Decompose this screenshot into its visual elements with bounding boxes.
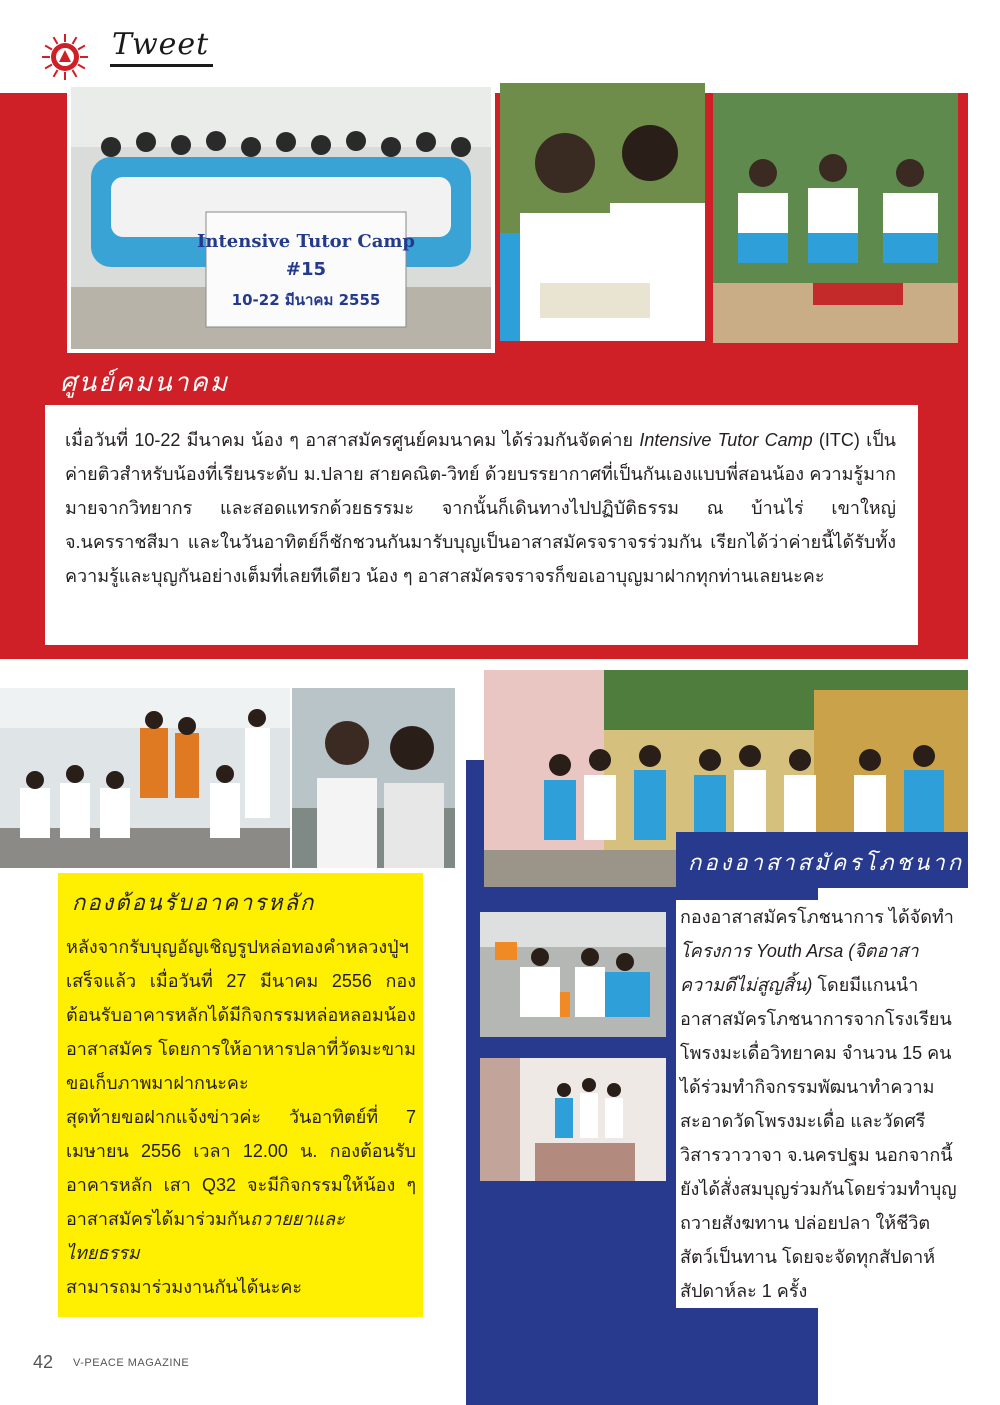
temple-stairs-photo — [480, 1058, 666, 1181]
monks-volunteers-photo — [0, 688, 290, 868]
section2-text-italic: ถวายยาและไทยธรรม — [66, 1209, 345, 1263]
brand-title: Tweet — [110, 28, 213, 67]
boys-selfie-photo — [292, 688, 455, 868]
section1-text-italic: Intensive Tutor Camp — [639, 430, 813, 450]
banner-line1: Intensive Tutor Camp — [196, 231, 416, 252]
camp-group-photo — [67, 83, 495, 353]
magazine-name: V-PEACE MAGAZINE — [73, 1357, 190, 1369]
section1-text-b: (ITC) เป็นค่ายติวสำหรับน้องที่เรียนระดับ ม.ปลาย สายคณิต-วิทย์ ด้วยบรรยากาศที่เป็นกันเองแบบพี่สอนน้อง ความรู้มากมายจากวิทยากร และสอดแทรกด้วยธรรมะ จากนั้นก็เดินทางไปปฏิบัติธรรม ณ บ้านไร่ เขาใหญ่ จ.นครราชสีมา และในวันอาทิตย์ก็ชักชวนกันมารับบุญเป็นอาสาสมัครจราจรร่วมกัน เรียกได้ว่าค่ายนี้ได้รับทั้งความรู้และบุญกันอย่างเต็มที่เลยทีเดียว น้อง ๆ อาสาสมัครจราจรก็ขอเอาบุญมาฝากทุกท่านเลยนะคะ — [65, 430, 896, 586]
section3-paragraph — [680, 900, 958, 1308]
banner-line3: 10-22 มีนาคม 2555 — [231, 291, 381, 309]
students-reading-photo — [500, 83, 705, 341]
meditation-photo — [713, 93, 958, 343]
banner-line2: #15 — [285, 259, 327, 280]
page-number: 42 — [33, 1352, 54, 1372]
section2-text-b: สุดท้ายขอฝากแจ้งข่าวค่ะ วันอาทิตย์ที่ 7 เมษายน 2556 เวลา 12.00 น. กองต้อนรับอาคารหลัก เสา Q32 จะมีกิจกรรมให้น้อง ๆ อาสาสมัครได้มาร่วมกัน — [66, 1107, 416, 1229]
sun-emblem-icon — [40, 32, 90, 82]
section2-paragraph — [66, 930, 416, 1304]
section2-text-c: สามารถมาร่วมงานกันได้นะคะ — [66, 1277, 303, 1297]
section3-text-b: โดยมีแกนนำอาสาสมัครโภชนาการจากโรงเรียนโพรงมะเดื่อวิทยาคม จำนวน 15 คน ได้ร่วมทำกิจกรรมพัฒนาทำความสะอาดวัดโพรงมะเดื่อ และวัดศรีวิสารวาวาจา จ.นครปฐม นอกจากนี้ยังได้สั่งสมบุญร่วมกันโดยร่วมทำบุญถวายสังฆทาน ปล่อยปลา ให้ชีวิตสัตว์เป็นทาน โดยจะจัดทุกสัปดาห์ สัปดาห์ละ 1 ครั้ง — [680, 975, 957, 1301]
section3-title: กองอาสาสมัครโภชนาการ — [688, 851, 995, 876]
buckets-volunteers-photo — [480, 912, 666, 1037]
section1-textbox — [45, 405, 918, 645]
section2-title: กองต้อนรับอาคารหลัก — [72, 891, 316, 916]
section1-paragraph — [65, 423, 896, 593]
section2-text-a: หลังจากรับบุญอัญเชิญรูปหล่อทองคำหลวงปู่ฯ เสร็จแล้ว เมื่อวันที่ 27 มีนาคม 2556 กองต้อนรับอาคารหลักได้มีกิจกรรมหล่อหลอมน้องอาสาสมัคร โดยการให้อาหารปลาที่วัดมะขาม ขอเก็บภาพมาฝากนะคะ — [66, 937, 416, 1093]
section3-text-a: กองอาสาสมัครโภชนาการ ได้จัดทำ — [680, 907, 954, 927]
section1-title: ศูนย์คมนาคม — [60, 368, 229, 398]
section1-text-a: เมื่อวันที่ 10-22 มีนาคม น้อง ๆ อาสาสมัครศูนย์คมนาคม ได้ร่วมกันจัดค่าย — [65, 430, 640, 450]
section3-text-italic: โครงการ Youth Arsa (จิตอาสา ความดีไม่สูญสิ้น) — [680, 941, 919, 995]
